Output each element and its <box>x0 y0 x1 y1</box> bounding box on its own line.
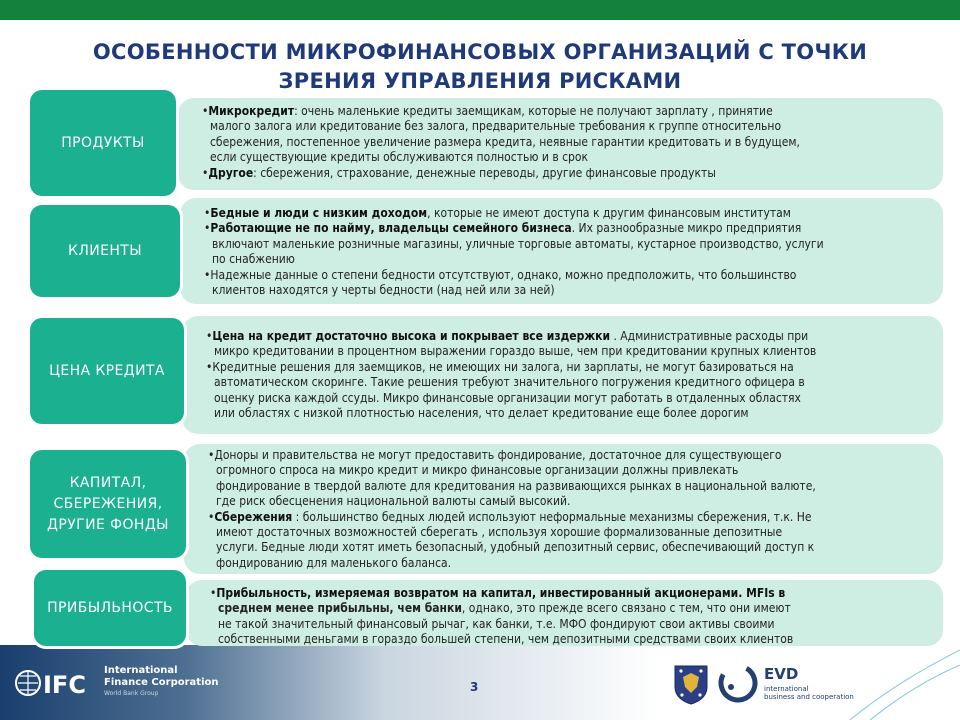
bullet-poor: •Бедные и люди с низким доходом, которые не имеют доступа к другим финансовым институтам <box>204 206 791 220</box>
ifc-subtitle: World Bank Group <box>104 690 159 697</box>
page-title-line-1: ОСОБЕННОСТИ МИКРОФИНАНСОВЫХ ОРГАНИЗАЦИЙ С ТОЧКИ <box>92 40 868 64</box>
bullet-poverty-data: •Надежные данные о степени бедности отсутствуют, однако, можно предположить, что большинство <box>204 267 797 282</box>
text-line: малого залога или кредитование без залога, предварительные требования к группе относительно <box>210 119 782 134</box>
page-number: 3 <box>470 680 479 694</box>
products-label-text: ПРОДУКТЫ <box>61 134 145 151</box>
ifc-name-line-1: International <box>104 665 178 676</box>
text-line: собственными деньгами в гораздо большей степени, чем депозитными средствами своих клиентов <box>218 632 794 647</box>
evd-sub-line-1: international <box>764 685 809 693</box>
clients-label <box>30 205 180 297</box>
text-line: среднем менее прибыльны, чем банки, однако, это прежде всего связано с тем, что они имеют <box>218 601 791 616</box>
profitability-label <box>34 570 186 646</box>
text-line: услуги. Бедные люди хотят иметь безопасный, удобный депозитный сервис, обеспечивающий доступ к <box>216 540 815 555</box>
profitability-label-text: ПРИБЫЛЬНОСТЬ <box>47 599 173 616</box>
ifc-name <box>104 665 218 689</box>
credit-price-panel <box>182 316 943 434</box>
text-line: микро кредитовании в процентном выражении гораздо выше, чем при кредитовании крупных клиентов <box>214 344 817 359</box>
bullet-self-employed: •Работающие не по найму, владельцы семейного бизнеса. Их разнообразные микро предприятия <box>204 221 802 236</box>
bullet-savings: •Сбережения : большинство бедных людей используют неформальные механизмы сбережения, т.к. Не <box>208 509 812 524</box>
capital-panel <box>184 444 943 574</box>
text-line: имеют достаточных возможностей сберегать , используя хорошие формализованные депозитные <box>216 525 783 540</box>
profitability-panel <box>186 580 943 646</box>
text-line: фондированию для маленького баланса. <box>216 555 452 570</box>
credit-price-label-text: ЦЕНА КРЕДИТА <box>49 362 165 379</box>
text-line: если существующие кредиты обслуживаются полностью и в срок <box>210 150 589 165</box>
clients-label-text: КЛИЕНТЫ <box>67 242 143 259</box>
capital-label <box>30 450 186 558</box>
ifc-band <box>0 645 660 720</box>
text-line: включают маленькие розничные магазины, уличные торговые автоматы, кустарное производство, услуги <box>212 236 824 251</box>
text-line: оценку риска каждой ссуды. Микро финансовые организации могут работать в отдаленных областях <box>214 390 801 405</box>
evd-logo-icon <box>718 663 758 703</box>
credit-price-label <box>30 318 184 424</box>
decorative-swoosh <box>840 645 960 720</box>
capital-label-line-3: ДРУГИЕ ФОНДЫ <box>47 516 169 533</box>
page-title <box>60 38 900 96</box>
bullet-donors: •Доноры и правительства не могут предоставить фондирование, достаточное для существующего <box>208 448 782 462</box>
text-line: где риск обесценения национальной валюты самый высокий. <box>216 494 571 509</box>
text-line: автоматическом скоринге. Такие решения требуют значительного погружения кредитного офицера в <box>214 375 805 390</box>
ifc-logo-icon <box>14 663 94 703</box>
text-line: клиентов находятся у черты бедности (над ней или за ней) <box>212 283 555 298</box>
products-panel <box>178 98 943 190</box>
text-line: по снабжению <box>212 252 295 267</box>
text-line: огромного спроса на микро кредит и микро финансовые организации должны привлекать <box>216 463 739 478</box>
ifc-mark-text: IFC <box>43 671 86 699</box>
footer <box>0 645 960 720</box>
capital-label-line-1: КАПИТАЛ, <box>69 474 147 491</box>
bullet-other: •Другое: сбережения, страхование, денежные переводы, другие финансовые продукты <box>202 165 716 180</box>
finland-emblem-icon <box>672 663 710 705</box>
capital-label-line-2: СБЕРЕЖЕНИЯ, <box>53 495 163 512</box>
bullet-credit-decisions: •Кредитные решения для заемщиков, не имеющих ни залога, ни зарплаты, не могут базироваться на <box>206 359 794 374</box>
products-label <box>30 90 176 196</box>
top-green-bar <box>0 0 960 20</box>
bullet-microcredit: •Микрокредит: очень маленькие кредиты заемщикам, которые не получают зарплату , принятие <box>202 104 773 118</box>
clients-panel <box>180 198 943 304</box>
text-line: фондирование в твердой валюте для кредитования на развивающихся рынках в национальной валюте, <box>216 478 816 493</box>
page-title-line-2: ЗРЕНИЯ УПРАВЛЕНИЯ РИСКАМИ <box>278 69 682 93</box>
text-line: сбережения, постепенное увеличение размера кредита, неявные гарантии кредитовать и в будущем, <box>210 134 800 149</box>
bullet-profitability: •Прибыльность, измеряемая возвратом на капитал, инвестированный акционерами. MFIs в <box>210 586 786 600</box>
evd-name: EVD <box>764 665 799 683</box>
bullet-credit-price: •Цена на кредит достаточно высока и покрывает все издержки . Административные расходы при <box>206 329 809 343</box>
evd-sub-line-2: business and cooperation <box>764 693 854 701</box>
ifc-name-line-2: Finance Corporation <box>104 677 219 688</box>
text-line: или областях с низкой плотностью населения, что делает кредитование еще более дорогим <box>214 406 749 421</box>
text-line: не такой значительный финансовый рычаг, как банки, т.е. МФО фондируют свои активы своими <box>218 616 775 631</box>
